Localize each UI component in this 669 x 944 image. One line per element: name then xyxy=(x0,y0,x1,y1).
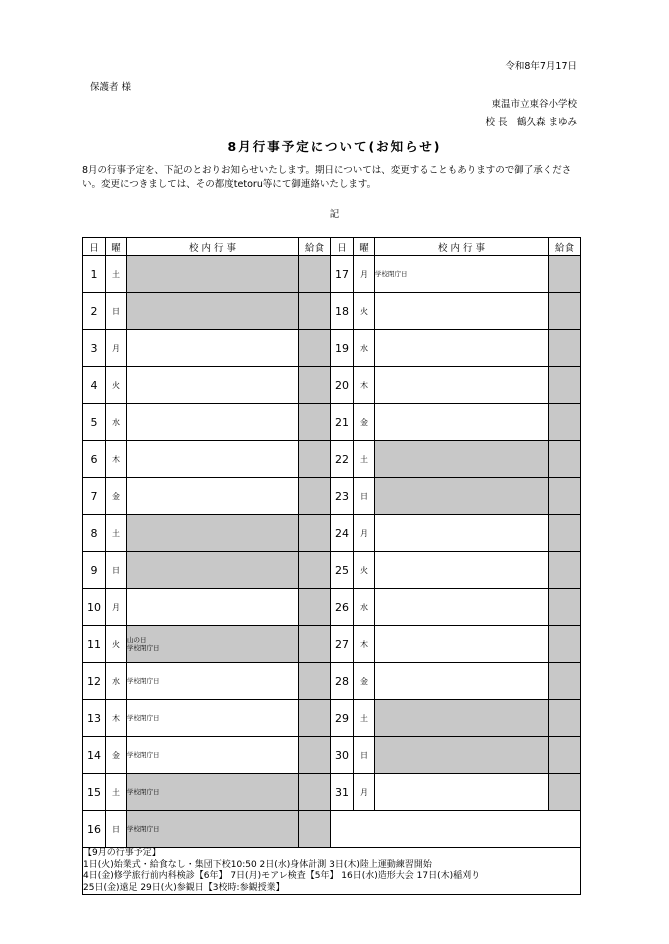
day-cell: 14 xyxy=(83,737,106,774)
lunch-cell xyxy=(299,441,331,478)
lunch-cell xyxy=(549,293,581,330)
weekday-cell: 月 xyxy=(354,774,375,811)
weekday-cell: 木 xyxy=(354,626,375,663)
empty-cell xyxy=(331,811,581,848)
day-cell: 17 xyxy=(331,256,354,293)
event-cell xyxy=(127,626,299,663)
event-cell xyxy=(375,552,549,589)
notes-line: 1日(火)始業式・給食なし・集団下校10:50 2日(水)身体計測 3日(木)陸上運動練習開始 xyxy=(83,859,432,870)
recipient: 保護者 様 xyxy=(90,82,132,93)
day-cell: 23 xyxy=(331,478,354,515)
lunch-cell xyxy=(549,626,581,663)
event-cell xyxy=(127,404,299,441)
lunch-cell xyxy=(549,774,581,811)
table-row xyxy=(83,367,581,404)
table-row xyxy=(83,774,581,811)
lunch-cell xyxy=(299,589,331,626)
weekday-cell: 水 xyxy=(106,404,127,441)
weekday-cell: 月 xyxy=(354,256,375,293)
lunch-cell xyxy=(549,367,581,404)
notes-line: 【9月の行事予定】 xyxy=(83,848,161,858)
lunch-cell xyxy=(549,256,581,293)
table-row xyxy=(83,811,581,848)
weekday-cell: 日 xyxy=(354,478,375,515)
notes-line: 25日(金)遠足 29日(火)参観日【3校時:参観授業】 xyxy=(83,882,285,893)
lunch-cell xyxy=(549,404,581,441)
table-row xyxy=(83,330,581,367)
day-cell: 15 xyxy=(83,774,106,811)
event-cell xyxy=(127,774,299,811)
lunch-cell xyxy=(299,811,331,848)
lunch-cell xyxy=(299,367,331,404)
event-cell xyxy=(375,774,549,811)
event-cell xyxy=(127,589,299,626)
weekday-cell: 月 xyxy=(106,589,127,626)
weekday-cell: 木 xyxy=(354,367,375,404)
event-cell xyxy=(375,404,549,441)
day-cell: 29 xyxy=(331,700,354,737)
lunch-cell xyxy=(549,700,581,737)
table-row xyxy=(83,737,581,774)
lunch-cell xyxy=(549,552,581,589)
event-cell xyxy=(127,515,299,552)
weekday-cell: 火 xyxy=(106,367,127,404)
event-cell xyxy=(127,478,299,515)
event-text: 山の日 xyxy=(127,636,147,644)
table-row xyxy=(83,256,581,293)
event-cell xyxy=(127,256,299,293)
weekday-cell: 火 xyxy=(354,552,375,589)
event-cell xyxy=(375,700,549,737)
lunch-cell xyxy=(549,515,581,552)
school-name: 東温市立東谷小学校 xyxy=(491,99,577,110)
notes-row xyxy=(83,848,581,895)
event-cell xyxy=(375,330,549,367)
day-cell: 6 xyxy=(83,441,106,478)
event-cell xyxy=(127,293,299,330)
lunch-cell xyxy=(549,663,581,700)
lunch-cell xyxy=(299,404,331,441)
intro-paragraph: 8月の行事予定を、下記のとおりお知らせいたします。期日については、変更することもありますので御了承ください。変更につきましては、その都度tetoru等にて御連絡いたします。 xyxy=(82,165,572,190)
weekday-cell: 土 xyxy=(106,256,127,293)
weekday-cell: 火 xyxy=(106,626,127,663)
event-cell xyxy=(127,330,299,367)
weekday-cell: 木 xyxy=(106,441,127,478)
table-row xyxy=(83,626,581,663)
table-row xyxy=(83,700,581,737)
weekday-cell: 日 xyxy=(106,293,127,330)
day-cell: 22 xyxy=(331,441,354,478)
schedule-table xyxy=(82,237,581,895)
lunch-cell xyxy=(299,663,331,700)
day-cell: 27 xyxy=(331,626,354,663)
lunch-cell xyxy=(299,737,331,774)
header-dow: 曜 xyxy=(354,238,375,256)
day-cell: 12 xyxy=(83,663,106,700)
event-cell xyxy=(375,737,549,774)
table-row xyxy=(83,441,581,478)
weekday-cell: 土 xyxy=(106,774,127,811)
day-cell: 25 xyxy=(331,552,354,589)
lunch-cell xyxy=(299,774,331,811)
weekday-cell: 月 xyxy=(106,330,127,367)
lunch-cell xyxy=(299,515,331,552)
event-cell xyxy=(375,441,549,478)
event-text: 学校閉庁日 xyxy=(127,677,160,685)
event-cell xyxy=(127,700,299,737)
event-cell xyxy=(127,441,299,478)
weekday-cell: 日 xyxy=(106,552,127,589)
event-text: 学校閉庁日 xyxy=(127,825,160,833)
principal-name: 校 長 鶴久森 まゆみ xyxy=(485,117,577,128)
table-row xyxy=(83,589,581,626)
event-cell xyxy=(375,478,549,515)
event-cell xyxy=(127,367,299,404)
header-day: 日 xyxy=(83,238,106,256)
day-cell: 1 xyxy=(83,256,106,293)
table-header-row xyxy=(83,238,581,256)
table-row xyxy=(83,515,581,552)
event-text: 学校閉庁日 xyxy=(127,714,160,722)
event-cell xyxy=(127,663,299,700)
table-row xyxy=(83,663,581,700)
day-cell: 4 xyxy=(83,367,106,404)
lunch-cell xyxy=(299,478,331,515)
day-cell: 28 xyxy=(331,663,354,700)
event-cell xyxy=(127,811,299,848)
lunch-cell xyxy=(299,256,331,293)
lunch-cell xyxy=(299,626,331,663)
day-cell: 7 xyxy=(83,478,106,515)
lunch-cell xyxy=(299,700,331,737)
day-cell: 20 xyxy=(331,367,354,404)
weekday-cell: 日 xyxy=(354,737,375,774)
lunch-cell xyxy=(549,330,581,367)
table-row xyxy=(83,552,581,589)
day-cell: 11 xyxy=(83,626,106,663)
event-cell xyxy=(375,367,549,404)
day-cell: 8 xyxy=(83,515,106,552)
event-cell xyxy=(127,737,299,774)
notes-line: 4日(金)修学旅行前内科検診【6年】 7日(月)モアレ検査【5年】 16日(水)造形大会 17日(木)稲刈り xyxy=(83,871,481,881)
day-cell: 18 xyxy=(331,293,354,330)
document-title: 8月行事予定について(お知らせ) xyxy=(227,139,442,154)
table-row xyxy=(83,404,581,441)
weekday-cell: 木 xyxy=(106,700,127,737)
weekday-cell: 日 xyxy=(106,811,127,848)
day-cell: 31 xyxy=(331,774,354,811)
weekday-cell: 金 xyxy=(354,404,375,441)
header-lunch: 給食 xyxy=(299,238,331,256)
event-cell xyxy=(375,256,549,293)
lunch-cell xyxy=(549,441,581,478)
header-lunch: 給食 xyxy=(549,238,581,256)
day-cell: 10 xyxy=(83,589,106,626)
table-row xyxy=(83,293,581,330)
event-cell xyxy=(375,589,549,626)
day-cell: 3 xyxy=(83,330,106,367)
weekday-cell: 火 xyxy=(354,293,375,330)
day-cell: 26 xyxy=(331,589,354,626)
lunch-cell xyxy=(299,552,331,589)
document-date: 令和8年7月17日 xyxy=(505,61,577,72)
schedule-body xyxy=(83,256,581,848)
weekday-cell: 土 xyxy=(354,700,375,737)
event-cell xyxy=(375,515,549,552)
table-row xyxy=(83,478,581,515)
day-cell: 21 xyxy=(331,404,354,441)
event-cell xyxy=(127,552,299,589)
header-dow: 曜 xyxy=(106,238,127,256)
weekday-cell: 金 xyxy=(106,737,127,774)
day-cell: 13 xyxy=(83,700,106,737)
header-events: 校 内 行 事 xyxy=(375,238,549,256)
header-events: 校 内 行 事 xyxy=(127,238,299,256)
weekday-cell: 金 xyxy=(106,478,127,515)
event-text: 学校閉庁日 xyxy=(127,751,160,759)
lunch-cell xyxy=(299,293,331,330)
day-cell: 16 xyxy=(83,811,106,848)
september-notes xyxy=(83,848,581,895)
lunch-cell xyxy=(549,737,581,774)
ki-marker: 記 xyxy=(329,209,340,220)
lunch-cell xyxy=(549,478,581,515)
day-cell: 19 xyxy=(331,330,354,367)
day-cell: 30 xyxy=(331,737,354,774)
day-cell: 2 xyxy=(83,293,106,330)
event-text: 学校閉庁日 xyxy=(127,788,160,796)
lunch-cell xyxy=(299,330,331,367)
lunch-cell xyxy=(549,589,581,626)
weekday-cell: 水 xyxy=(354,589,375,626)
weekday-cell: 金 xyxy=(354,663,375,700)
weekday-cell: 水 xyxy=(106,663,127,700)
event-cell xyxy=(375,663,549,700)
weekday-cell: 月 xyxy=(354,515,375,552)
day-cell: 24 xyxy=(331,515,354,552)
day-cell: 9 xyxy=(83,552,106,589)
event-text: 学校閉庁日 xyxy=(127,644,160,652)
event-cell xyxy=(375,293,549,330)
weekday-cell: 水 xyxy=(354,330,375,367)
event-cell xyxy=(375,626,549,663)
weekday-cell: 土 xyxy=(106,515,127,552)
day-cell: 5 xyxy=(83,404,106,441)
event-text: 学校閉庁日 xyxy=(375,270,408,278)
header-day: 日 xyxy=(331,238,354,256)
weekday-cell: 土 xyxy=(354,441,375,478)
